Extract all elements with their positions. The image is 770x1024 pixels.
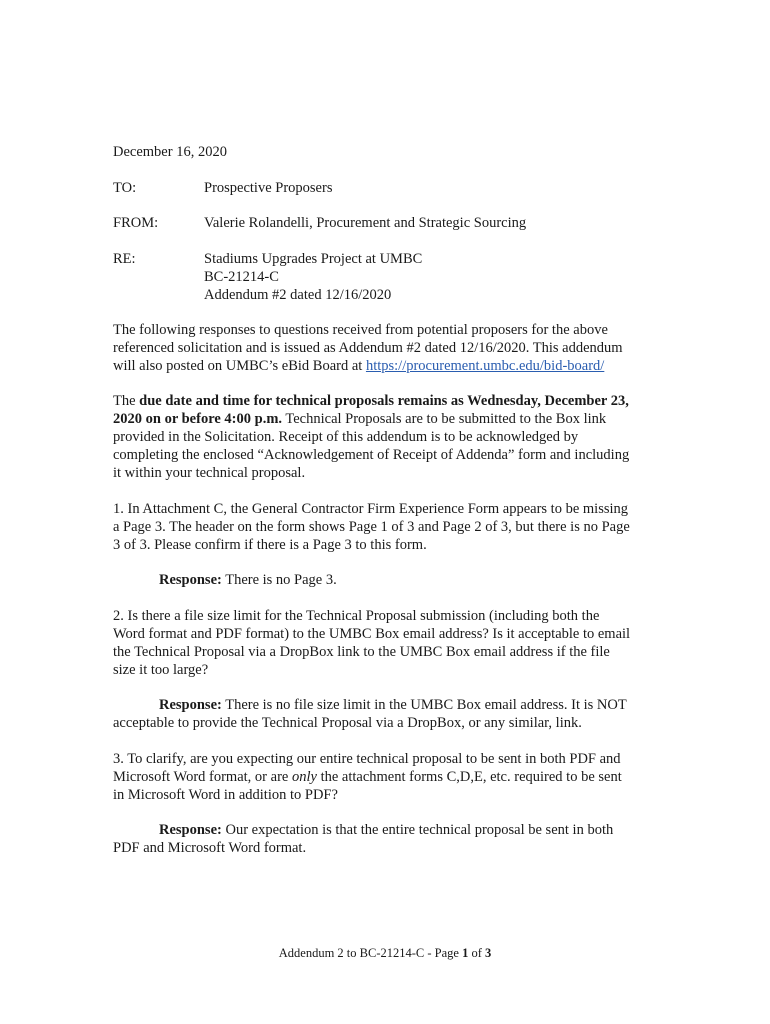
due-line — [113, 410, 658, 428]
question-line: size it too large? — [113, 662, 209, 678]
due-line: completing the enclosed “Acknowledgement of Receipt of Addenda” form and including — [113, 447, 630, 463]
response-line — [113, 571, 658, 589]
ebid-board-link[interactable]: https://procurement.umbc.edu/bid-board/ — [365, 358, 605, 374]
to-value: Prospective Proposers — [204, 180, 333, 196]
from-value: Valerie Rolandelli, Procurement and Strategic Sourcing — [204, 215, 527, 231]
from-label: FROM: — [113, 215, 159, 231]
intro-paragraph — [113, 321, 658, 375]
response-line — [113, 696, 658, 714]
to-label: TO: — [113, 180, 137, 196]
response-text: There is no file size limit in the UMBC Box email address. It is NOT — [221, 697, 627, 713]
response-label: Response: — [159, 697, 222, 713]
response-text: Our expectation is that the entire technical proposal be sent in both — [221, 822, 614, 838]
due-text: The — [113, 393, 140, 409]
footer-text: of — [468, 946, 485, 960]
question-line: the Technical Proposal via a DropBox link to the UMBC Box email address if the file — [113, 644, 610, 660]
response-2 — [113, 696, 658, 732]
intro-line: The following responses to questions received from potential proposers for the above — [113, 322, 608, 338]
question-text: Microsoft Word format, or are — [113, 769, 292, 785]
question-emphasis: only — [291, 769, 317, 785]
due-line: provided in the Solicitation. Receipt of this addendum is to be acknowledged by — [113, 429, 579, 445]
response-1 — [113, 571, 658, 589]
question-line: a Page 3. The header on the form shows Page 1 of 3 and Page 2 of 3, but there is no Page — [113, 519, 630, 535]
re-line-solicitation: BC-21214-C — [204, 269, 279, 285]
response-label: Response: — [159, 572, 222, 588]
response-3 — [113, 821, 658, 857]
response-line — [113, 821, 658, 839]
footer-text: Addendum 2 to BC-21214-C - Page — [278, 946, 463, 960]
question-2 — [113, 607, 658, 679]
intro-line — [113, 357, 658, 375]
due-time-bold: 2020 on or before 4:00 p.m. — [113, 411, 283, 427]
re-line-addendum: Addendum #2 dated 12/16/2020 — [204, 287, 392, 303]
memo-date: December 16, 2020 — [113, 144, 227, 160]
due-line: it within your technical proposal. — [113, 465, 306, 481]
question-line: in Microsoft Word in addition to PDF? — [113, 787, 338, 803]
question-text: the attachment forms C,D,E, etc. required to be sent — [316, 769, 622, 785]
question-line: Word format and PDF format) to the UMBC Box email address? Is it acceptable to email — [113, 626, 631, 642]
question-line: 3 of 3. Please confirm if there is a Page 3 to this form. — [113, 537, 427, 553]
response-text: There is no Page 3. — [221, 572, 337, 588]
question-line: 1. In Attachment C, the General Contractor Firm Experience Form appears to be missing — [113, 501, 629, 517]
due-line — [113, 392, 658, 410]
page-footer — [0, 944, 770, 962]
response-line: PDF and Microsoft Word format. — [113, 840, 307, 856]
re-value — [204, 250, 422, 304]
intro-line-text: will also posted on UMBC’s eBid Board at — [113, 358, 366, 374]
question-3 — [113, 750, 658, 804]
question-line: 3. To clarify, are you expecting our entire technical proposal to be sent in both PDF and — [113, 751, 621, 767]
response-label: Response: — [159, 822, 222, 838]
intro-line: referenced solicitation and is issued as Addendum #2 dated 12/16/2020. This addendum — [113, 340, 623, 356]
response-line: acceptable to provide the Technical Proposal via a DropBox, or any similar, link. — [113, 715, 582, 731]
footer-page-total: 3 — [485, 946, 492, 960]
footer-page-number: 1 — [462, 946, 469, 960]
re-label: RE: — [113, 251, 136, 267]
question-1 — [113, 500, 658, 554]
re-line-project: Stadiums Upgrades Project at UMBC — [204, 251, 423, 267]
due-text: Technical Proposals are to be submitted to the Box link — [282, 411, 607, 427]
due-date-bold: due date and time for technical proposals remains as Wednesday, December 23, — [139, 393, 629, 409]
question-line: 2. Is there a file size limit for the Technical Proposal submission (including both the — [113, 608, 600, 624]
question-line — [113, 768, 658, 786]
due-date-paragraph — [113, 392, 658, 482]
